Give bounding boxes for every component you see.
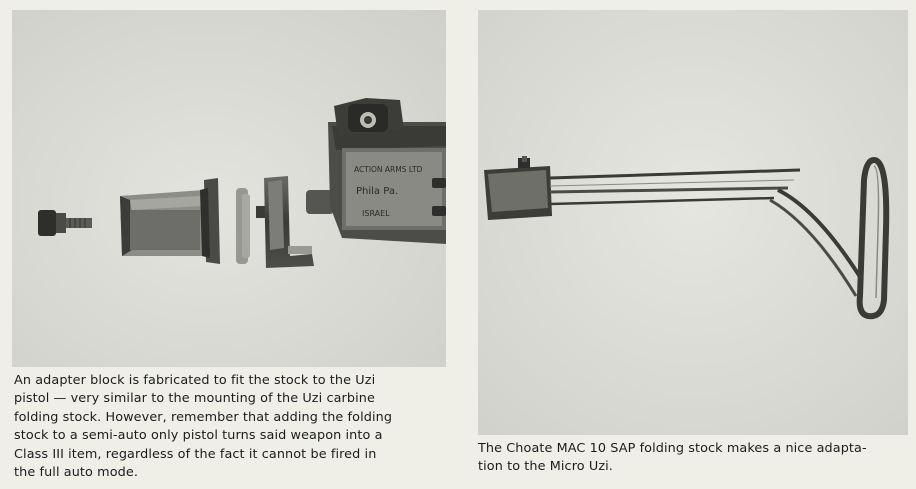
folding-stock-photo-art xyxy=(478,10,908,435)
caption-line: An adapter block is fabricated to fit the stock to the Uzi xyxy=(14,373,376,388)
caption-line: stock to a semi-auto only pistol turns said weapon into a xyxy=(14,428,383,444)
caption-line: Class III item, regardless of the fact it cannot be fired in xyxy=(14,446,377,462)
caption-line: The Choate MAC 10 SAP folding stock makes a nice adapta- xyxy=(478,441,867,456)
photo-adapter-block xyxy=(12,10,446,367)
blurred-part-shape xyxy=(236,188,250,264)
receiver-stamp-line-3: ISRAEL xyxy=(362,209,390,218)
caption-line: the full auto mode. xyxy=(14,465,138,481)
caption-adapter-block xyxy=(14,372,454,482)
caption-line: folding stock. However, remember that adding the folding xyxy=(14,409,393,425)
caption-line: pistol — very similar to the mounting of the Uzi carbine xyxy=(14,391,375,407)
caption-line: tion to the Micro Uzi. xyxy=(478,459,613,475)
receiver-stamp-line-2: Phila Pa. xyxy=(356,186,399,197)
adapter-block-photo-art xyxy=(12,10,446,367)
photo-folding-stock xyxy=(478,10,908,435)
receiver-stamp-line-1: ACTION ARMS LTD xyxy=(354,165,423,174)
caption-folding-stock xyxy=(478,440,914,477)
